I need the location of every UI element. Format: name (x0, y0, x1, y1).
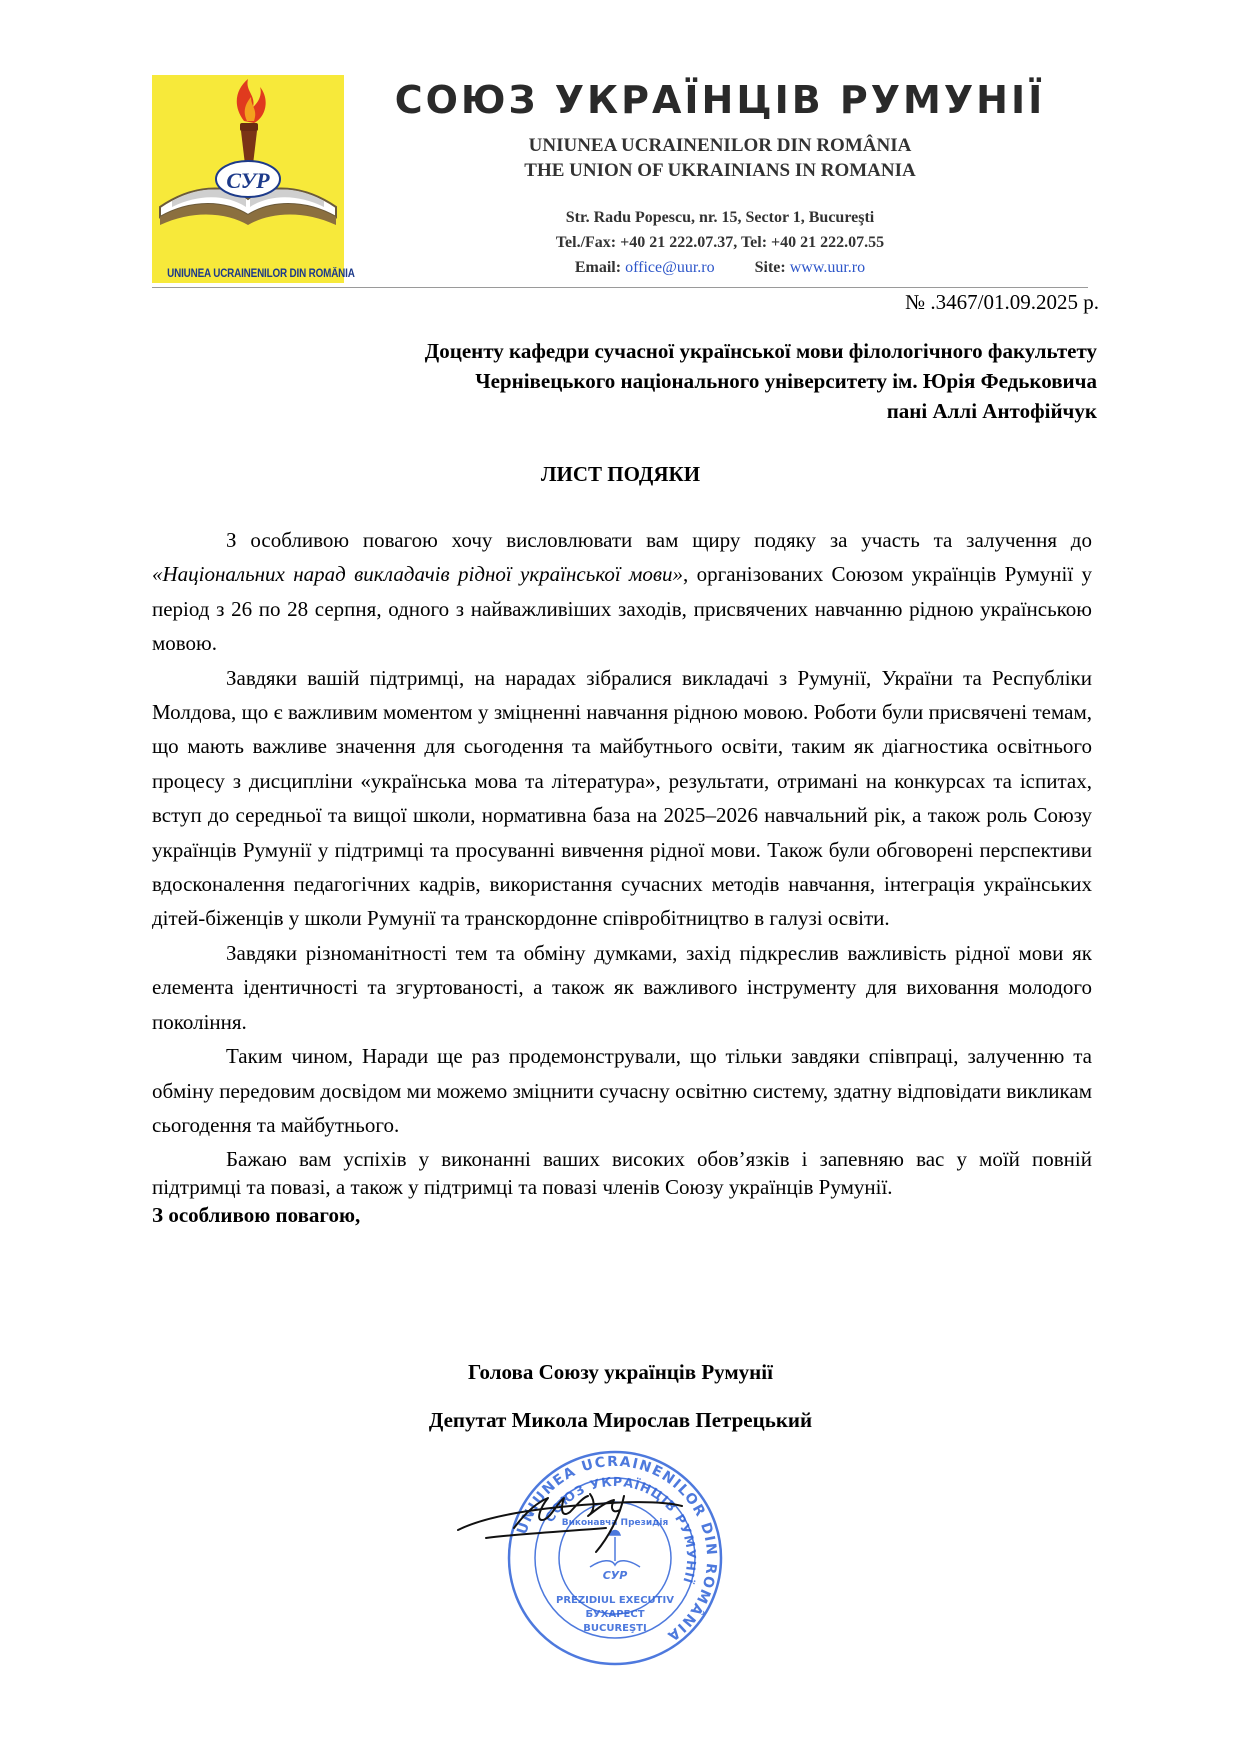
stamp-city-latin: BUCUREŞTI (583, 1623, 647, 1634)
email-label: Email: (574, 259, 622, 276)
recipient-line: Доценту кафедри сучасної української мови філологічного факультету (424, 339, 1097, 363)
phone-numbers: Tel./Fax: +40 21 222.07.37, Tel: +40 21 222.07.55 (555, 234, 885, 251)
organization-name-romanian: UNIUNEA UCRAINENILOR DIN ROMÂNIA (528, 135, 912, 156)
handwritten-signature (456, 1468, 686, 1558)
stamp-executive: PREZIDIUL EXECUTIV (556, 1595, 674, 1606)
logo-caption: UNIUNEA UCRAINENILOR DIN ROMÂNIA (167, 268, 355, 280)
closing-phrase: З особливою повагою, (152, 1203, 361, 1228)
site-label: Site: (754, 259, 786, 276)
letterhead-divider (152, 287, 1088, 288)
paragraph: Таким чином, Наради ще раз продемонстрували, що тільки завдяки співпраці, залученню та обміну передовим досвідом ми можемо зміцнити сучасну освітню систему, здатну відповідати викликам сьогодення та майбутнього. (152, 1044, 1092, 1137)
recipient-name: пані Аллі Антофійчук (886, 399, 1097, 423)
recipient-block (197, 336, 1097, 426)
signatory-name: Депутат Микола Мирослав Петрецький (428, 1408, 813, 1432)
organization-name-english: THE UNION OF UKRAINIANS IN ROMANIA (524, 160, 916, 181)
paragraph: Завдяки вашій підтримці, на нарадах зібралися викладачі з Румунії, України та Республіки Молдова, що є важливим моментом у зміцненні навчання рідною мовою. Роботи були присвячені темам, що мають важливе значення для сьогодення та майбутнього освіти, таким як діагностика освітнього процесу з дисципліни «українська мова та література», результати, отримані на конкурсах та іспитах, вступ до середньої та вищої школи, нормативна база на 2025–2026 навчальний рік, а також роль Союзу українців Румунії у підтримці та просуванні вивчення рідної мови. Також були обговорені перспективи вдосконалення педагогічних кадрів, використання сучасних методів навчання, інтеграція українських дітей-біженців у школи Румунії та транскордонне співробітництво в галузі освіти. (152, 665, 1092, 931)
letter-title: ЛИСТ ПОДЯКИ (540, 462, 701, 486)
recipient-line: Чернівецького національного університету ім. Юрія Федьковича (475, 369, 1097, 393)
paragraph: З особливою повагою хочу висловлювати вам щиру подяку за участь та залучення до «Національних нарад викладачів рідної української мови», організованих Союзом українців Румунії у період з 26 по 28 серпня, одного з найважливіших заходів, присвячених навчанню рідною українською мовою. (152, 528, 1093, 656)
signatory-title: Голова Союзу українців Румунії (468, 1360, 773, 1384)
stamp-outer-text: UNIUNEA UCRAINENILOR DIN ROMÂNIA (514, 1453, 720, 1645)
stamp-badge: СУР (602, 1569, 628, 1582)
svg-text:СУР: СУР (226, 168, 270, 193)
stamp-center-top: Виконавча Президія (561, 1518, 669, 1528)
paragraph: Завдяки різноманітності тем та обміну думками, захід підкреслив важливість рідної мови як елемента ідентичності та згуртованості, а також як важливого інструменту для виховання молодого покоління. (152, 940, 1092, 1034)
book-torch-emblem (152, 75, 355, 283)
email-link[interactable]: office@uur.ro (625, 259, 715, 276)
paragraph: Бажаю вам успіхів у виконанні ваших високих обов’язків і запевняю вас у моїй повній підтримці та повазі, а також у підтримці та повазі членів Союзу українців Румунії. (152, 1147, 1092, 1200)
website-link[interactable]: www.uur.ro (789, 259, 866, 276)
organization-title: СОЮЗ УКРАЇНЦІВ РУМУНІЇ (394, 78, 1046, 122)
stamp-inner-text: СОЮЗ УКРАЇНЦІВ РУМУНІЇ (541, 1473, 700, 1586)
postal-address: Str. Radu Popescu, nr. 15, Sector 1, Bucureşti (565, 209, 875, 226)
contact-line (420, 259, 1020, 277)
stamp-city-cyrillic: БУХАРЕСТ (585, 1609, 645, 1620)
event-name: «Національних нарад викладачів рідної української мови» (152, 562, 684, 587)
letter-body (152, 523, 1092, 1229)
organization-logo (152, 75, 355, 283)
registration-number: № .3467/01.09.2025 р. (905, 290, 1099, 314)
